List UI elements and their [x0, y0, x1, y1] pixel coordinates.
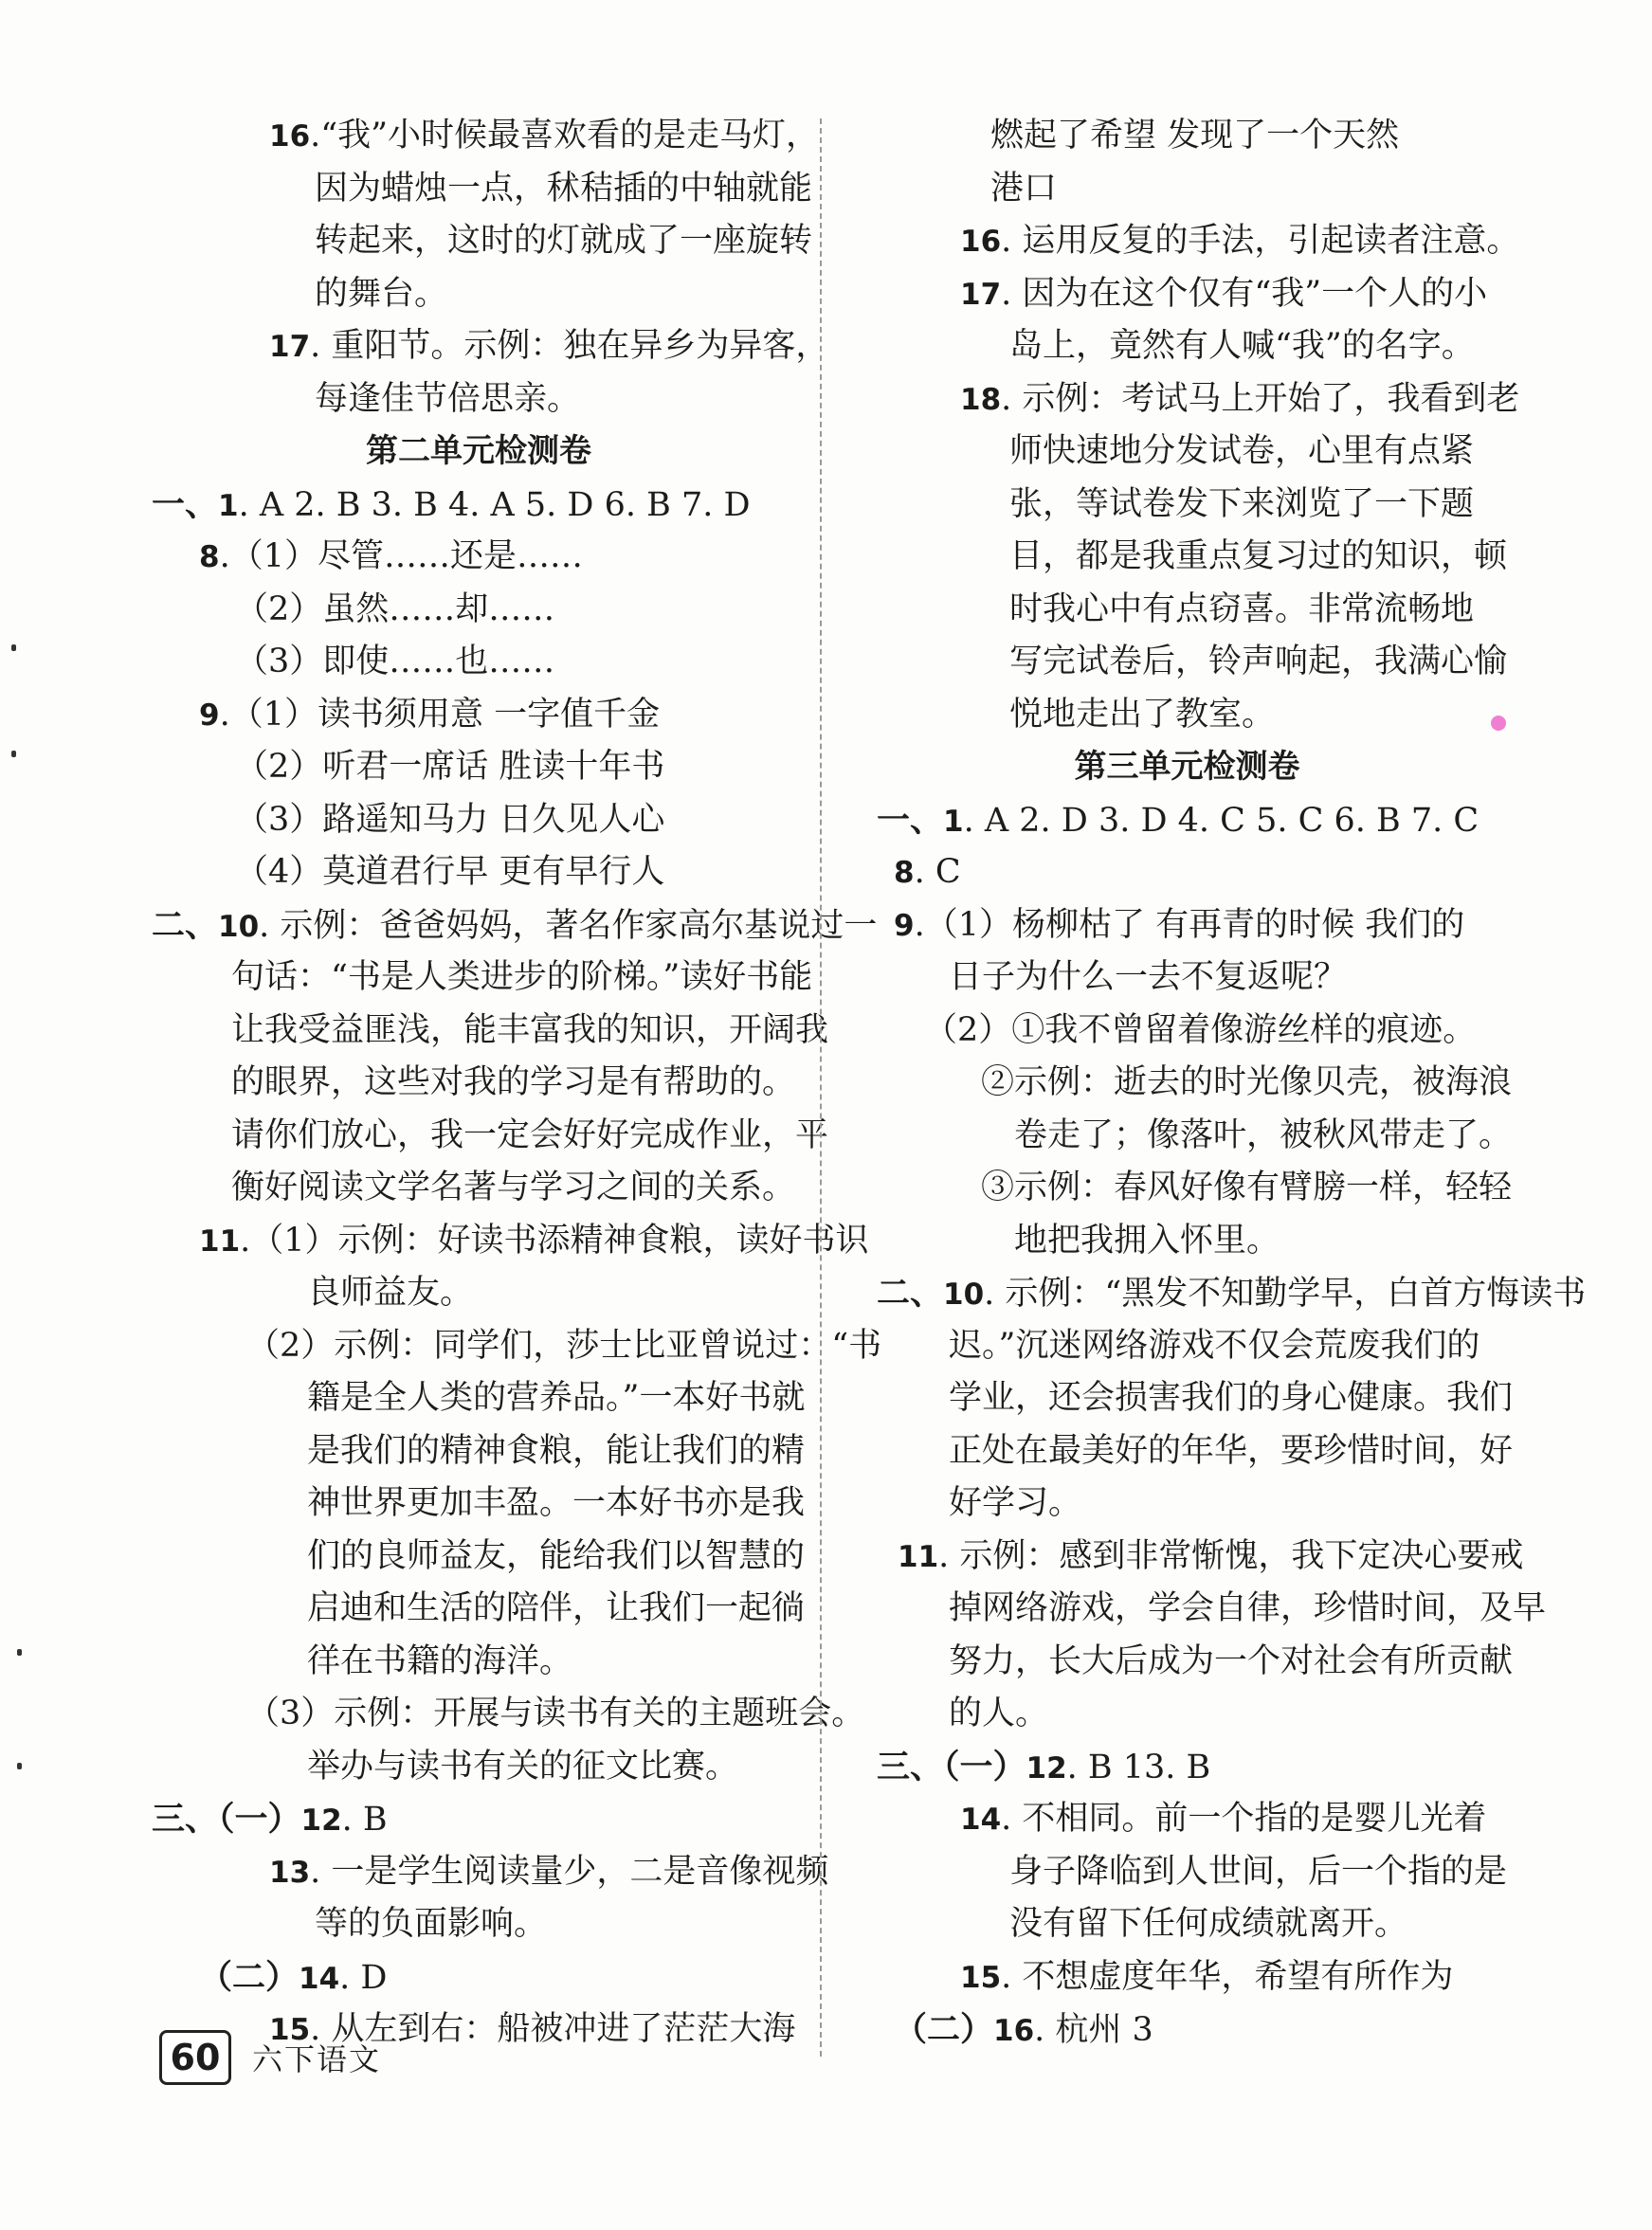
- answer-text: 启迪和生活的陪伴，让我们一起徜: [307, 1589, 806, 1627]
- answer-line: [877, 689, 1498, 742]
- question-number: 17: [269, 330, 311, 364]
- answer-text: 迟。”沉迷网络游戏不仅会荒废我们的: [949, 1326, 1480, 1365]
- answer-text: 徉在书籍的海洋。: [307, 1641, 573, 1680]
- answer-text: 港口: [990, 169, 1058, 208]
- answer-text: . B 13. B: [1066, 1748, 1211, 1786]
- answer-line: [877, 1688, 1498, 1741]
- section-prefix: 一、: [877, 800, 944, 840]
- answer-text: 努力，长大后成为一个对社会有所贡献: [949, 1641, 1514, 1680]
- answer-line: [877, 531, 1508, 584]
- answer-text: 身子降临到人世间，后一个指的是: [1009, 1852, 1508, 1891]
- answer-text: . 示例：“黑发不知勤学早，白首方悔读书: [984, 1275, 1587, 1313]
- answer-line: [152, 1583, 806, 1636]
- answer-text: 地把我拥入怀里。: [1014, 1221, 1280, 1260]
- answer-text: . 示例：爸爸妈妈，著名作家高尔基说过一: [259, 906, 878, 945]
- question-number: 17: [960, 277, 1002, 312]
- answer-line: [152, 1162, 806, 1215]
- answer-line: [877, 479, 1498, 532]
- answer-text: . 重阳节。示例：独在异乡为异客，: [310, 327, 829, 365]
- answer-line: [877, 163, 1498, 216]
- answer-line: [152, 1846, 829, 1899]
- question-number: 12: [300, 1804, 342, 1838]
- section-prefix: （二）: [199, 1957, 300, 1997]
- answer-line: [877, 373, 1520, 426]
- answer-text: 日子为什么一去不复返呢？: [949, 958, 1348, 996]
- answer-text: . 示例：感到非常惭愧，我下定决心要戒: [938, 1536, 1524, 1575]
- answer-text: ③示例：春风好像有臂膀一样，轻轻: [981, 1169, 1513, 1206]
- answer-text: 燃起了希望 发现了一个天然: [990, 117, 1400, 154]
- answer-text: . D: [339, 1958, 388, 1997]
- question-number: 16: [960, 225, 1002, 259]
- answer-text: （3）示例：开展与读书有关的主题班会。: [246, 1695, 865, 1732]
- left-column: [152, 110, 882, 2057]
- answer-text: . C: [914, 853, 961, 891]
- answer-text: 举办与读书有关的征文比赛。: [307, 1747, 739, 1786]
- answer-text: 时我心中有点窃喜。非常流畅地: [1009, 589, 1475, 628]
- answer-text: 张，等试卷发下来浏览了一下题: [1009, 484, 1475, 523]
- answer-line: [877, 1636, 1514, 1689]
- answer-text: .“我”小时候最喜欢看的是走马灯，: [310, 117, 820, 154]
- section-title: [152, 426, 806, 479]
- answer-text: . B: [341, 1801, 388, 1839]
- answer-line: [152, 846, 806, 899]
- answer-text: . A 2. D 3. D 4. C 5. C 6. B 7. C: [963, 801, 1480, 840]
- answer-line: [152, 1478, 806, 1531]
- answer-text: 让我受益匪浅，能丰富我的知识，开阔我: [231, 1010, 829, 1049]
- answer-line: [152, 1898, 806, 1951]
- section-title: [877, 741, 1498, 794]
- answer-text: 没有留下任何成绩就离开。: [1009, 1905, 1408, 1943]
- answer-line: [152, 1005, 829, 1058]
- answer-line: [877, 2003, 1498, 2057]
- answer-line: [877, 846, 1498, 899]
- answer-text: （3）即使……也……: [235, 643, 555, 680]
- answer-line: [152, 899, 878, 952]
- answer-line: [152, 163, 813, 216]
- answer-text: .（1）尽管……还是……: [219, 537, 583, 575]
- answer-text: . 杭州 3: [1034, 2011, 1153, 2049]
- answer-text: 等的负面影响。: [315, 1905, 548, 1943]
- answer-text: 卷走了；像落叶，被秋风带走了。: [1014, 1115, 1513, 1154]
- footer-subject: 六下语文: [252, 2041, 382, 2077]
- question-number: 16: [269, 119, 311, 154]
- answer-text: （2）①我不曾留着像游丝样的痕迹。: [924, 1010, 1477, 1049]
- question-number: 11: [898, 1539, 939, 1574]
- answer-line: [152, 1688, 865, 1741]
- answer-text: 写完试卷后，铃声响起，我满心愉: [1009, 643, 1508, 680]
- answer-text: . 因为在这个仅有“我”一个人的小: [1001, 274, 1488, 313]
- answer-line: [877, 1057, 1513, 1110]
- answer-line: [877, 1162, 1513, 1215]
- question-number: 12: [1026, 1750, 1067, 1786]
- answer-text: 衡好阅读文学名著与学习之间的关系。: [231, 1169, 796, 1206]
- question-number: 10: [943, 1278, 985, 1312]
- answer-text: ②示例：逝去的时光像贝壳，被海浪: [981, 1063, 1513, 1101]
- question-number: 1: [943, 804, 964, 839]
- answer-text: 岛上，竟然有人喊“我”的名字。: [1009, 327, 1475, 365]
- answer-line: [877, 794, 1498, 847]
- answer-line: [152, 1425, 806, 1478]
- question-number: 9: [894, 908, 915, 943]
- answer-line: [152, 1215, 869, 1268]
- answer-text: （2）示例：同学们，莎士比亚曾说过：“书: [246, 1326, 882, 1365]
- answer-line: [877, 952, 1498, 1005]
- answer-line: [877, 1320, 1498, 1373]
- answer-line: [877, 636, 1508, 689]
- answer-text: . 一是学生阅读量少，二是音像视频: [310, 1852, 829, 1891]
- answer-line: [152, 268, 806, 321]
- answer-text: 的舞台。: [315, 274, 448, 313]
- answer-line: [152, 689, 806, 742]
- answer-text: .（1）读书须用意 一字值千金: [219, 695, 661, 734]
- answer-line: [152, 1951, 806, 2004]
- answer-line: [877, 1898, 1498, 1951]
- answer-text: 句话：“书是人类进步的阶梯。”读好书能: [231, 958, 813, 996]
- question-number: 15: [269, 2013, 311, 2047]
- answer-line: [877, 899, 1498, 952]
- answer-line: [877, 1215, 1498, 1268]
- answer-text: 籍是全人类的营养品。”一本好书就: [307, 1379, 806, 1417]
- answer-line: [152, 1793, 806, 1846]
- answer-line: [152, 1320, 882, 1373]
- answer-line: [877, 1531, 1524, 1584]
- answer-text: 们的良师益友，能给我们以智慧的: [307, 1536, 806, 1575]
- answer-line: [877, 268, 1498, 321]
- answer-text: . 示例：考试马上开始了，我看到老: [1001, 379, 1520, 418]
- scan-speck: [17, 1763, 22, 1769]
- answer-line: [877, 1267, 1587, 1320]
- question-number: 1: [218, 488, 239, 523]
- scan-speck: [17, 1649, 22, 1656]
- answer-line: [152, 636, 806, 689]
- answer-line: [877, 1741, 1498, 1794]
- answer-line: [152, 1267, 806, 1320]
- answer-text: 转起来，这时的灯就成了一座旋转: [315, 222, 813, 260]
- answer-text: （4）莫道君行早 更有早行人: [235, 853, 665, 891]
- section-prefix: 三、（一）: [152, 1800, 301, 1839]
- answer-line: [877, 1110, 1513, 1163]
- answer-text: 请你们放心，我一定会好好完成作业，平: [231, 1115, 829, 1154]
- section-prefix: 三、（一）: [877, 1747, 1026, 1786]
- answer-text: 是我们的精神食粮，能让我们的精: [307, 1431, 806, 1470]
- section-prefix: （二）: [894, 2010, 994, 2049]
- answer-text: （2）虽然……却……: [235, 589, 555, 628]
- answer-text: 好学习。: [949, 1484, 1082, 1522]
- answer-text: （3）路遥知马力 日久见人心: [235, 800, 665, 839]
- section-prefix: 一、: [152, 484, 219, 524]
- question-number: 11: [199, 1224, 241, 1259]
- question-number: 14: [960, 1803, 1002, 1837]
- answer-line: [877, 110, 1498, 163]
- answer-line: [152, 1057, 806, 1110]
- question-number: 10: [218, 909, 260, 944]
- answer-text: 因为蜡烛一点，秫秸插的中轴就能: [315, 169, 813, 208]
- answer-line: [152, 794, 806, 847]
- section-prefix: 二、: [152, 905, 219, 945]
- question-number: 9: [199, 698, 220, 733]
- answer-line: [877, 1846, 1508, 1899]
- answer-line: [152, 373, 806, 426]
- page-footer: [159, 2029, 381, 2086]
- answer-text: 的眼界，这些对我的学习是有帮助的。: [231, 1063, 796, 1101]
- answer-text: 悦地走出了教室。: [1009, 695, 1276, 734]
- answer-text: 师快速地分发试卷，心里有点紧: [1009, 432, 1475, 470]
- answer-line: [152, 952, 813, 1005]
- question-number: 18: [960, 382, 1002, 417]
- answer-text: 目，都是我重点复习过的知识，顿: [1009, 537, 1508, 575]
- answer-line: [877, 1372, 1514, 1425]
- answer-line: [152, 1531, 806, 1584]
- answer-text: . 运用反复的手法，引起读者注意。: [1001, 222, 1520, 260]
- section-prefix: 二、: [877, 1274, 944, 1313]
- answer-text: 掉网络游戏，学会自律，珍惜时间，及早: [949, 1589, 1547, 1627]
- answer-line: [152, 1372, 806, 1425]
- answer-line: [152, 320, 829, 373]
- answer-line: [152, 741, 806, 794]
- answer-line: [877, 584, 1498, 637]
- answer-text: .（1）杨柳枯了 有再青的时候 我们的: [914, 905, 1465, 944]
- answer-line: [877, 1005, 1498, 1058]
- question-number: 15: [960, 1960, 1002, 1995]
- answer-line: [152, 479, 806, 532]
- answer-line: [877, 1478, 1498, 1531]
- question-number: 8: [894, 856, 915, 890]
- answer-line: [877, 215, 1520, 268]
- answer-line: [877, 320, 1498, 373]
- answer-text: . 不相同。前一个指的是婴儿光着: [1001, 1800, 1487, 1838]
- answer-line: [152, 1741, 806, 1794]
- answer-text: 学业，还会损害我们的身心健康。我们: [949, 1379, 1514, 1417]
- answer-line: [152, 1110, 829, 1163]
- question-number: 14: [299, 1961, 340, 1996]
- answer-text: 神世界更加丰盈。一本好书亦是我: [307, 1484, 806, 1522]
- answer-line: [152, 1636, 806, 1689]
- scan-speck: [11, 644, 16, 651]
- answer-text: . A 2. B 3. B 4. A 5. D 6. B 7. D: [238, 485, 751, 524]
- page-number: 60: [159, 2030, 231, 2085]
- answer-text: 正处在最美好的年华，要珍惜时间，好: [949, 1431, 1514, 1470]
- answer-line: [152, 531, 806, 584]
- answer-line: [152, 215, 813, 268]
- answer-line: [877, 1951, 1498, 2004]
- section-title-text: 第二单元检测卷: [366, 432, 591, 470]
- answer-text: 每逢佳节倍思亲。: [315, 379, 581, 418]
- question-number: 8: [199, 540, 220, 574]
- pink-marker-dot: [1491, 716, 1506, 731]
- column-divider: [820, 118, 822, 2057]
- answer-text: （2）听君一席话 胜读十年书: [235, 748, 665, 786]
- answer-line: [877, 426, 1498, 479]
- answer-text: 的人。: [949, 1695, 1049, 1732]
- right-column: [877, 110, 1587, 2057]
- section-title-text: 第三单元检测卷: [1074, 748, 1300, 786]
- scan-speck: [11, 751, 16, 757]
- answer-line: [152, 110, 820, 163]
- answer-line: [877, 1583, 1547, 1636]
- answer-line: [152, 584, 806, 637]
- answer-text: 良师益友。: [307, 1274, 474, 1312]
- question-number: 16: [993, 2014, 1035, 2048]
- answer-text: . 不想虚度年华，希望有所作为: [1001, 1957, 1454, 1996]
- answer-line: [877, 1425, 1514, 1478]
- answer-text: . 从左到右：船被冲进了茫茫大海: [310, 2010, 796, 2048]
- answer-line: [877, 1793, 1498, 1846]
- question-number: 13: [269, 1855, 311, 1890]
- answer-text: .（1）示例：好读书添精神食粮，读好书识: [240, 1221, 869, 1260]
